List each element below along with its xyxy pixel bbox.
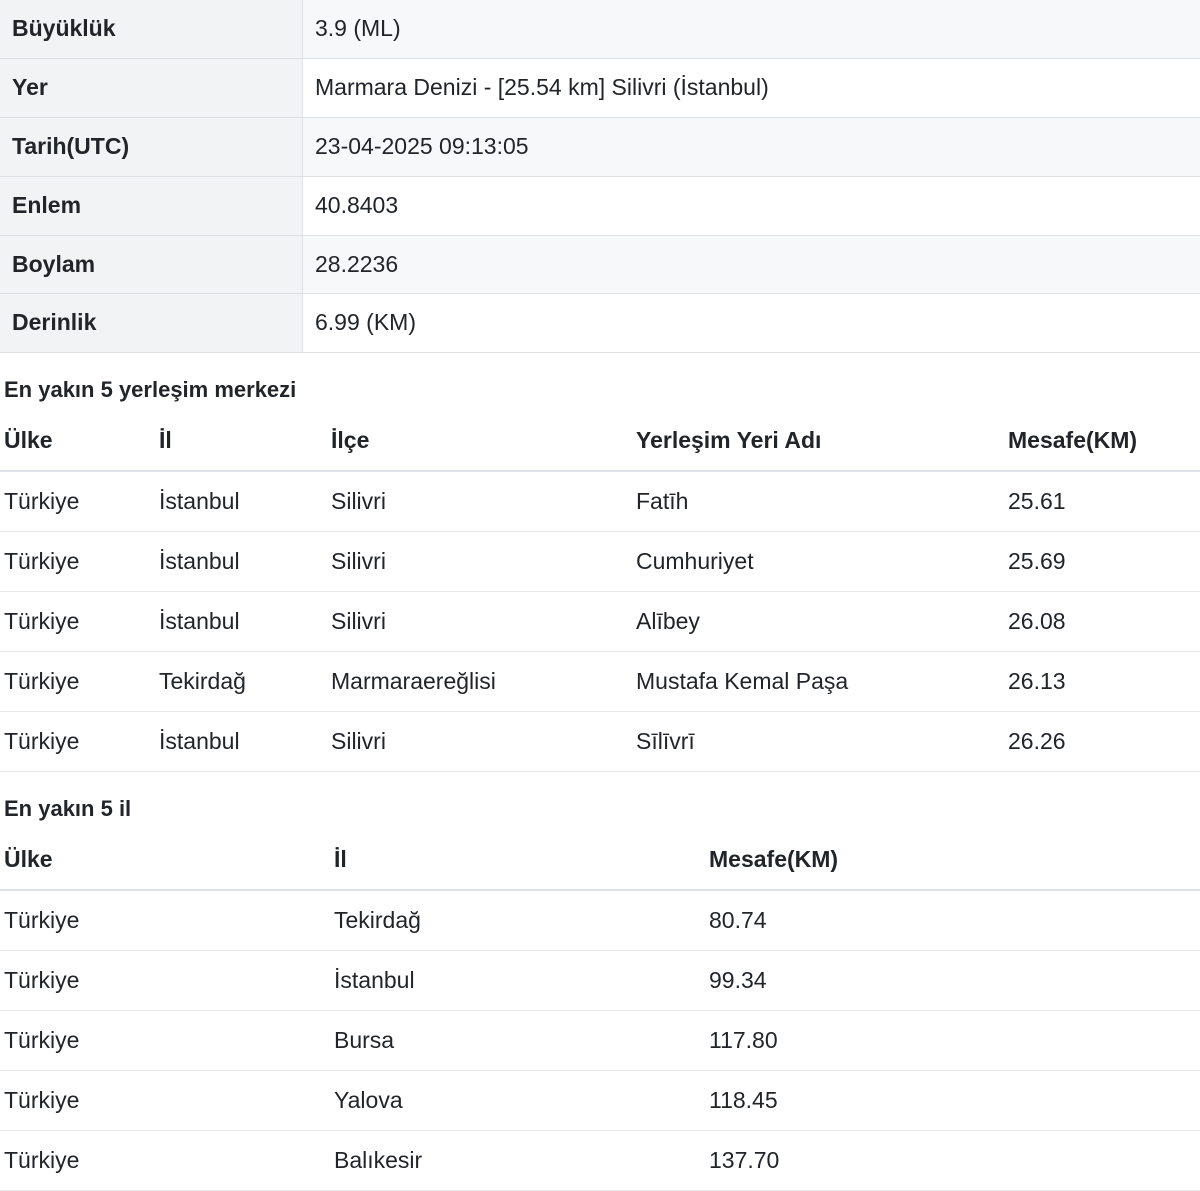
nearest-provinces-table <box>0 836 1200 1191</box>
cell-district: Silivri <box>327 471 632 532</box>
cell-country: Türkiye <box>0 951 330 1011</box>
detail-label: Büyüklük <box>0 0 303 58</box>
cell-settlement: Sīlīvrī <box>632 712 1004 772</box>
cell-country: Türkiye <box>0 712 155 772</box>
cell-distance: 118.45 <box>705 1071 1200 1131</box>
column-header-province: İl <box>155 417 327 471</box>
table-row <box>0 471 1200 532</box>
cell-distance: 117.80 <box>705 1011 1200 1071</box>
cell-country: Türkiye <box>0 471 155 532</box>
detail-value: 28.2236 <box>303 235 1200 294</box>
cell-country: Türkiye <box>0 592 155 652</box>
cell-country: Türkiye <box>0 890 330 951</box>
cell-province: İstanbul <box>330 951 705 1011</box>
cell-distance: 26.26 <box>1004 712 1200 772</box>
detail-row <box>0 294 1200 353</box>
detail-label: Derinlik <box>0 294 303 353</box>
column-header-country: Ülke <box>0 836 330 890</box>
cell-country: Türkiye <box>0 1071 330 1131</box>
detail-row <box>0 235 1200 294</box>
column-header-district: İlçe <box>327 417 632 471</box>
column-header-settlement: Yerleşim Yeri Adı <box>632 417 1004 471</box>
cell-province: Balıkesir <box>330 1131 705 1191</box>
cell-distance: 25.69 <box>1004 532 1200 592</box>
detail-value: 40.8403 <box>303 176 1200 235</box>
table-row <box>0 1131 1200 1191</box>
cell-distance: 26.13 <box>1004 652 1200 712</box>
earthquake-detail-table <box>0 0 1200 353</box>
cell-district: Silivri <box>327 592 632 652</box>
table-row <box>0 1071 1200 1131</box>
detail-value: 23-04-2025 09:13:05 <box>303 117 1200 176</box>
provinces-header-row <box>0 836 1200 890</box>
table-row <box>0 592 1200 652</box>
cell-settlement: Alībey <box>632 592 1004 652</box>
cell-distance: 137.70 <box>705 1131 1200 1191</box>
provinces-body <box>0 890 1200 1191</box>
cell-province: İstanbul <box>155 532 327 592</box>
detail-value: 3.9 (ML) <box>303 0 1200 58</box>
cell-province: İstanbul <box>155 592 327 652</box>
table-row <box>0 652 1200 712</box>
cell-country: Türkiye <box>0 1011 330 1071</box>
table-row <box>0 951 1200 1011</box>
settlements-head <box>0 417 1200 471</box>
table-row <box>0 1011 1200 1071</box>
nearest-settlements-table <box>0 417 1200 772</box>
nearest-provinces-caption: En yakın 5 il <box>0 772 1200 836</box>
settlements-body <box>0 471 1200 772</box>
cell-district: Silivri <box>327 532 632 592</box>
settlements-header-row <box>0 417 1200 471</box>
cell-country: Türkiye <box>0 1131 330 1191</box>
detail-label: Yer <box>0 58 303 117</box>
cell-distance: 80.74 <box>705 890 1200 951</box>
cell-settlement: Fatīh <box>632 471 1004 532</box>
detail-row <box>0 58 1200 117</box>
cell-country: Türkiye <box>0 652 155 712</box>
cell-district: Marmaraereğlisi <box>327 652 632 712</box>
detail-label: Enlem <box>0 176 303 235</box>
cell-province: İstanbul <box>155 712 327 772</box>
cell-province: Tekirdağ <box>330 890 705 951</box>
table-row <box>0 532 1200 592</box>
detail-value: 6.99 (KM) <box>303 294 1200 353</box>
detail-row <box>0 176 1200 235</box>
column-header-province: İl <box>330 836 705 890</box>
detail-label: Tarih(UTC) <box>0 117 303 176</box>
detail-table-body <box>0 0 1200 353</box>
cell-distance: 25.61 <box>1004 471 1200 532</box>
table-row <box>0 712 1200 772</box>
detail-row <box>0 0 1200 58</box>
cell-district: Silivri <box>327 712 632 772</box>
nearest-settlements-caption: En yakın 5 yerleşim merkezi <box>0 353 1200 417</box>
cell-settlement: Mustafa Kemal Paşa <box>632 652 1004 712</box>
cell-province: İstanbul <box>155 471 327 532</box>
detail-row <box>0 117 1200 176</box>
cell-distance: 26.08 <box>1004 592 1200 652</box>
column-header-country: Ülke <box>0 417 155 471</box>
cell-settlement: Cumhuriyet <box>632 532 1004 592</box>
column-header-distance: Mesafe(KM) <box>1004 417 1200 471</box>
cell-province: Tekirdağ <box>155 652 327 712</box>
cell-province: Bursa <box>330 1011 705 1071</box>
detail-value: Marmara Denizi - [25.54 km] Silivri (İstanbul) <box>303 58 1200 117</box>
cell-province: Yalova <box>330 1071 705 1131</box>
column-header-distance: Mesafe(KM) <box>705 836 1200 890</box>
detail-label: Boylam <box>0 235 303 294</box>
provinces-head <box>0 836 1200 890</box>
cell-distance: 99.34 <box>705 951 1200 1011</box>
table-row <box>0 890 1200 951</box>
cell-country: Türkiye <box>0 532 155 592</box>
